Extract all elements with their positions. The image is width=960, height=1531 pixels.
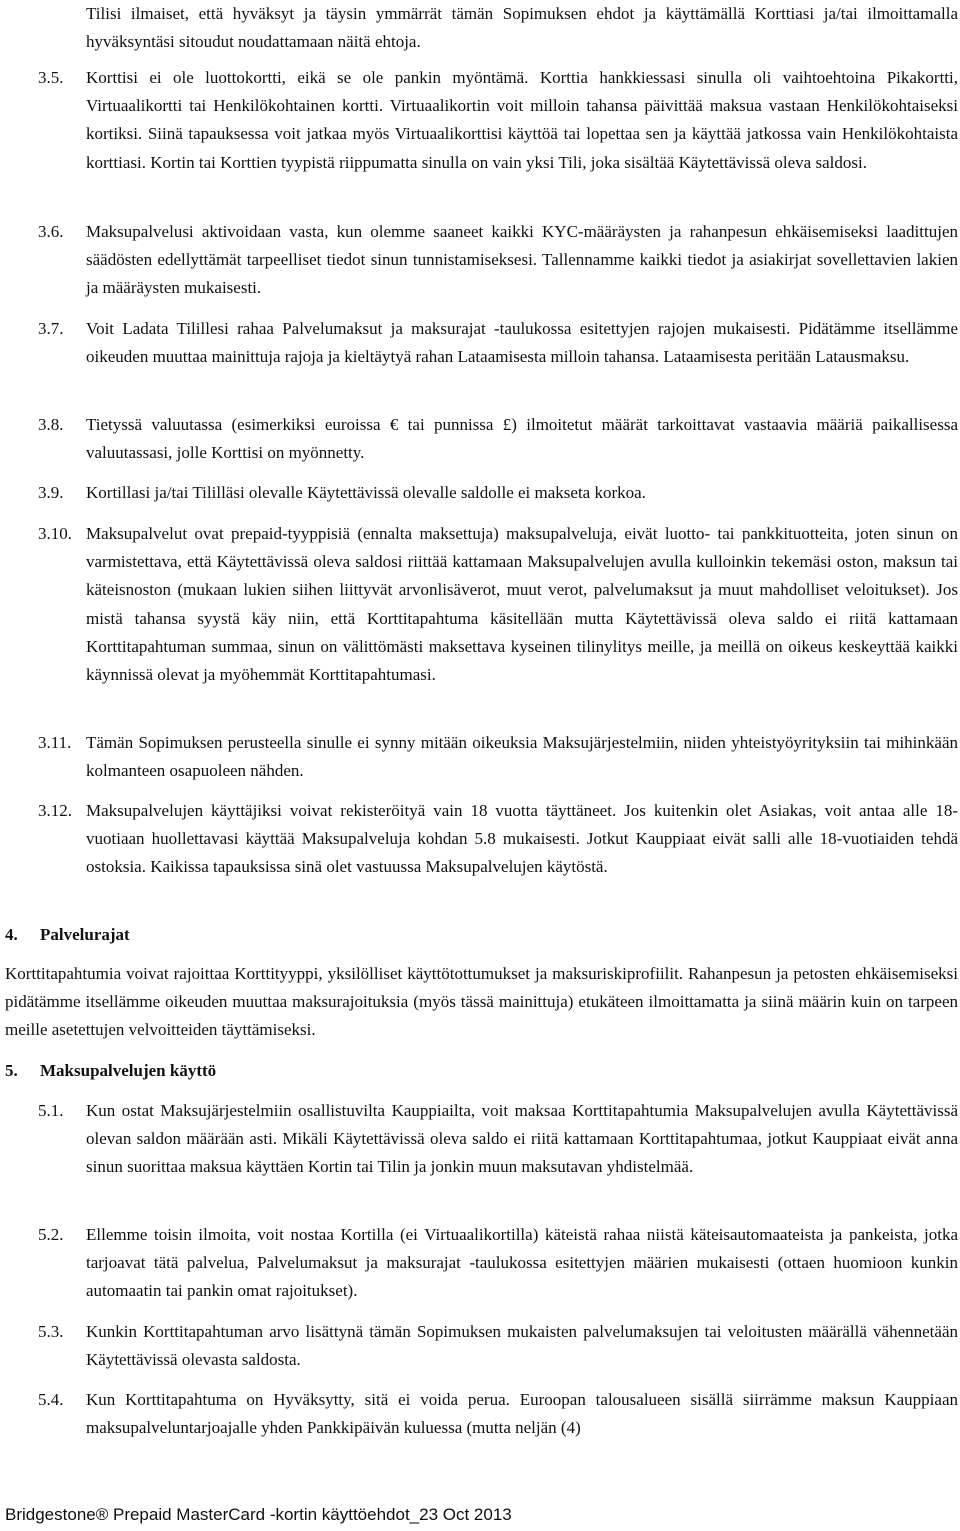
clause-text: Kunkin Korttitapahtuman arvo lisättynä tämän Sopimuksen mukaisten palvelumaksujen tai veloitusten määrällä vähennetään Käytettävissä olevasta saldosta. <box>86 1322 958 1370</box>
clause-number: 3.7. <box>38 319 64 338</box>
clause-number: 3.6. <box>38 222 64 241</box>
clause-text: Tämän Sopimuksen perusteella sinulle ei synny mitään oikeuksia Maksujärjestelmiin, niiden yhteistyöyrityksiin tai mihinkään kolmanteen osapuoleen nähden. <box>86 733 958 781</box>
clause-text: Tietyssä valuutassa (esimerkiksi euroissa € tai punnissa £) ilmoitetut määrät tarkoittavat vastaavia määriä paikallisessa valuutassasi, jolle Korttisi on myönnetty. <box>86 415 958 463</box>
clause-text: Kortillasi ja/tai Tililläsi olevalle Käytettävissä olevalle saldolle ei makseta korkoa. <box>86 483 646 502</box>
clause-number: 3.11. <box>38 733 72 752</box>
clause-number: 3.5. <box>38 68 64 87</box>
page-footer: Bridgestone® Prepaid MasterCard -kortin käyttöehdot_23 Oct 2013 <box>5 1505 512 1524</box>
clause-number: 5.2. <box>38 1225 64 1244</box>
section-title: Maksupalvelujen käyttö <box>40 1061 217 1080</box>
section-4-paragraph: Korttitapahtumia voivat rajoittaa Korttityyppi, yksilölliset käyttötottumukset ja maksuriskiprofiilit. Rahanpesun ja petosten ehkäisemiseksi pidätämme itsellämme oikeuden muuttaa maksurajoituksia (myös tässä mainittuja) etukäteen ilmoittamatta ja siinä määrin kuin on tarpeen meille asetettujen velvoitteiden täyttämiseksi. <box>5 964 958 1040</box>
clause-text: Ellemme toisin ilmoita, voit nostaa Kortilla (ei Virtuaalikortilla) käteistä rahaa niistä käteisautomaateista ja pankeista, jotka tarjoavat tätä palvelua, Palvelumaksut ja maksurajat -taulukossa esitettyjen määrien mukaisesti (ottaen huomioon kunkin automaatin tai pankin omat rajoitukset). <box>86 1225 958 1301</box>
clause-text: Maksupalvelujen käyttäjiksi voivat rekisteröityä vain 18 vuotta täyttäneet. Jos kuitenkin olet Asiakas, voit antaa alle 18-vuotiaan huollettavasi käyttää Maksupalveluja kohdan 5.8 mukaisesti. Jotkut Kauppiaat eivät salli alle 18-vuotiaiden tehdä ostoksia. Kaikissa tapauksissa sinä olet vastuussa Maksupalvelujen käytöstä. <box>86 801 958 877</box>
clause-number: 3.9. <box>38 483 64 502</box>
clause-text: Voit Ladata Tilillesi rahaa Palvelumaksut ja maksurajat -taulukossa esitettyjen rajojen mukaisesti. Pidätämme itsellämme oikeuden muuttaa mainittuja rajoja ja kieltäytyä rahan Lataamisesta milloin tahansa. Lataamisesta peritään Latausmaksu. <box>86 319 958 367</box>
section-5-heading <box>5 1057 705 1085</box>
clause-number: 5.3. <box>38 1322 64 1341</box>
section-4-heading <box>5 921 705 949</box>
clause-number: 5.1. <box>38 1101 64 1120</box>
clause-number: 3.8. <box>38 415 64 434</box>
clause-text: Maksupalvelut ovat prepaid-tyyppisiä (ennalta maksettuja) maksupalveluja, eivät luotto- tai pankkituotteita, joten sinun on varmistettava, että Käytettävissä oleva saldosi riittää kattamaan Maksupalvelujen avulla kulloinkin tekemäsi oston, maksun tai käteisnoston (mukaan lukien siihen liittyvät arvonlisäverot, muut verot, palvelumaksut ja muut mahdolliset veloitukset). Jos mistä tahansa syystä käy niin, että Korttitapahtuma käsitellään mutta Käytettävissä oleva saldo ei riitä kattamaan Korttitapahtuman summaa, sinun on välittömästi maksettava kyseinen tilinylitys meille, ja meillä on oikeus keskeyttää kaikki käynnissä olevat ja myöhemmät Korttitapahtumasi. <box>86 524 958 685</box>
section-number: 5. <box>5 1061 18 1080</box>
clause-text: Maksupalvelusi aktivoidaan vasta, kun olemme saaneet kaikki KYC-määräysten ja rahanpesun ehkäisemiseksi laadittujen säädösten edellyttämät tarpeelliset tiedot sinun tunnistamiseksesi. Tallennamme kaikki tiedot ja asiakirjat sovellettavien lakien ja määräysten mukaisesti. <box>86 222 958 298</box>
clause-text: Kun Korttitapahtuma on Hyväksytty, sitä ei voida perua. Euroopan talousalueen sisällä siirrämme maksun Kauppiaan maksupalveluntarjoajalle yhden Pankkipäivän kuluessa (mutta neljän (4) <box>86 1390 958 1438</box>
clause-text: Korttisi ei ole luottokortti, eikä se ole pankin myöntämä. Korttia hankkiessasi sinulla oli vaihtoehtoina Pikakortti, Virtuaalikortti tai Henkilökohtainen kortti. Virtuaalikortin voit milloin tahansa päivittää maksua vastaan Henkilökohtaiseksi kortiksi. Siinä tapauksessa voit jatkaa myös Virtuaalikorttisi käyttöä tai lopettaa sen ja käyttää jatkossa vain Henkilökohtaista korttiasi. Kortin tai Korttien tyypistä riippumatta sinulla on vain yksi Tili, joka sisältää Käytettävissä oleva saldosi. <box>86 68 958 172</box>
section-title: Palvelurajat <box>40 925 130 944</box>
clause-number: 5.4. <box>38 1390 64 1409</box>
intro-paragraph: Tilisi ilmaiset, että hyväksyt ja täysin ymmärrät tämän Sopimuksen ehdot ja käyttämällä Korttiasi ja/tai ilmoittamalla hyväksyntäsi sitoudut noudattamaan näitä ehtoja. <box>86 4 958 52</box>
section-number: 4. <box>5 925 18 944</box>
clause-text: Kun ostat Maksujärjestelmiin osallistuvilta Kauppiailta, voit maksaa Korttitapahtumia Maksupalvelujen avulla Käytettävissä olevan saldon määrään asti. Mikäli Käytettävissä oleva saldo ei riitä kattamaan Korttitapahtumaa, jotkut Kauppiaat eivät anna sinun suorittaa maksua käyttäen Kortin tai Tilin ja jonkin muun maksutavan yhdistelmää. <box>86 1101 958 1177</box>
clause-number: 3.12. <box>38 801 72 820</box>
clause-number: 3.10. <box>38 524 72 543</box>
